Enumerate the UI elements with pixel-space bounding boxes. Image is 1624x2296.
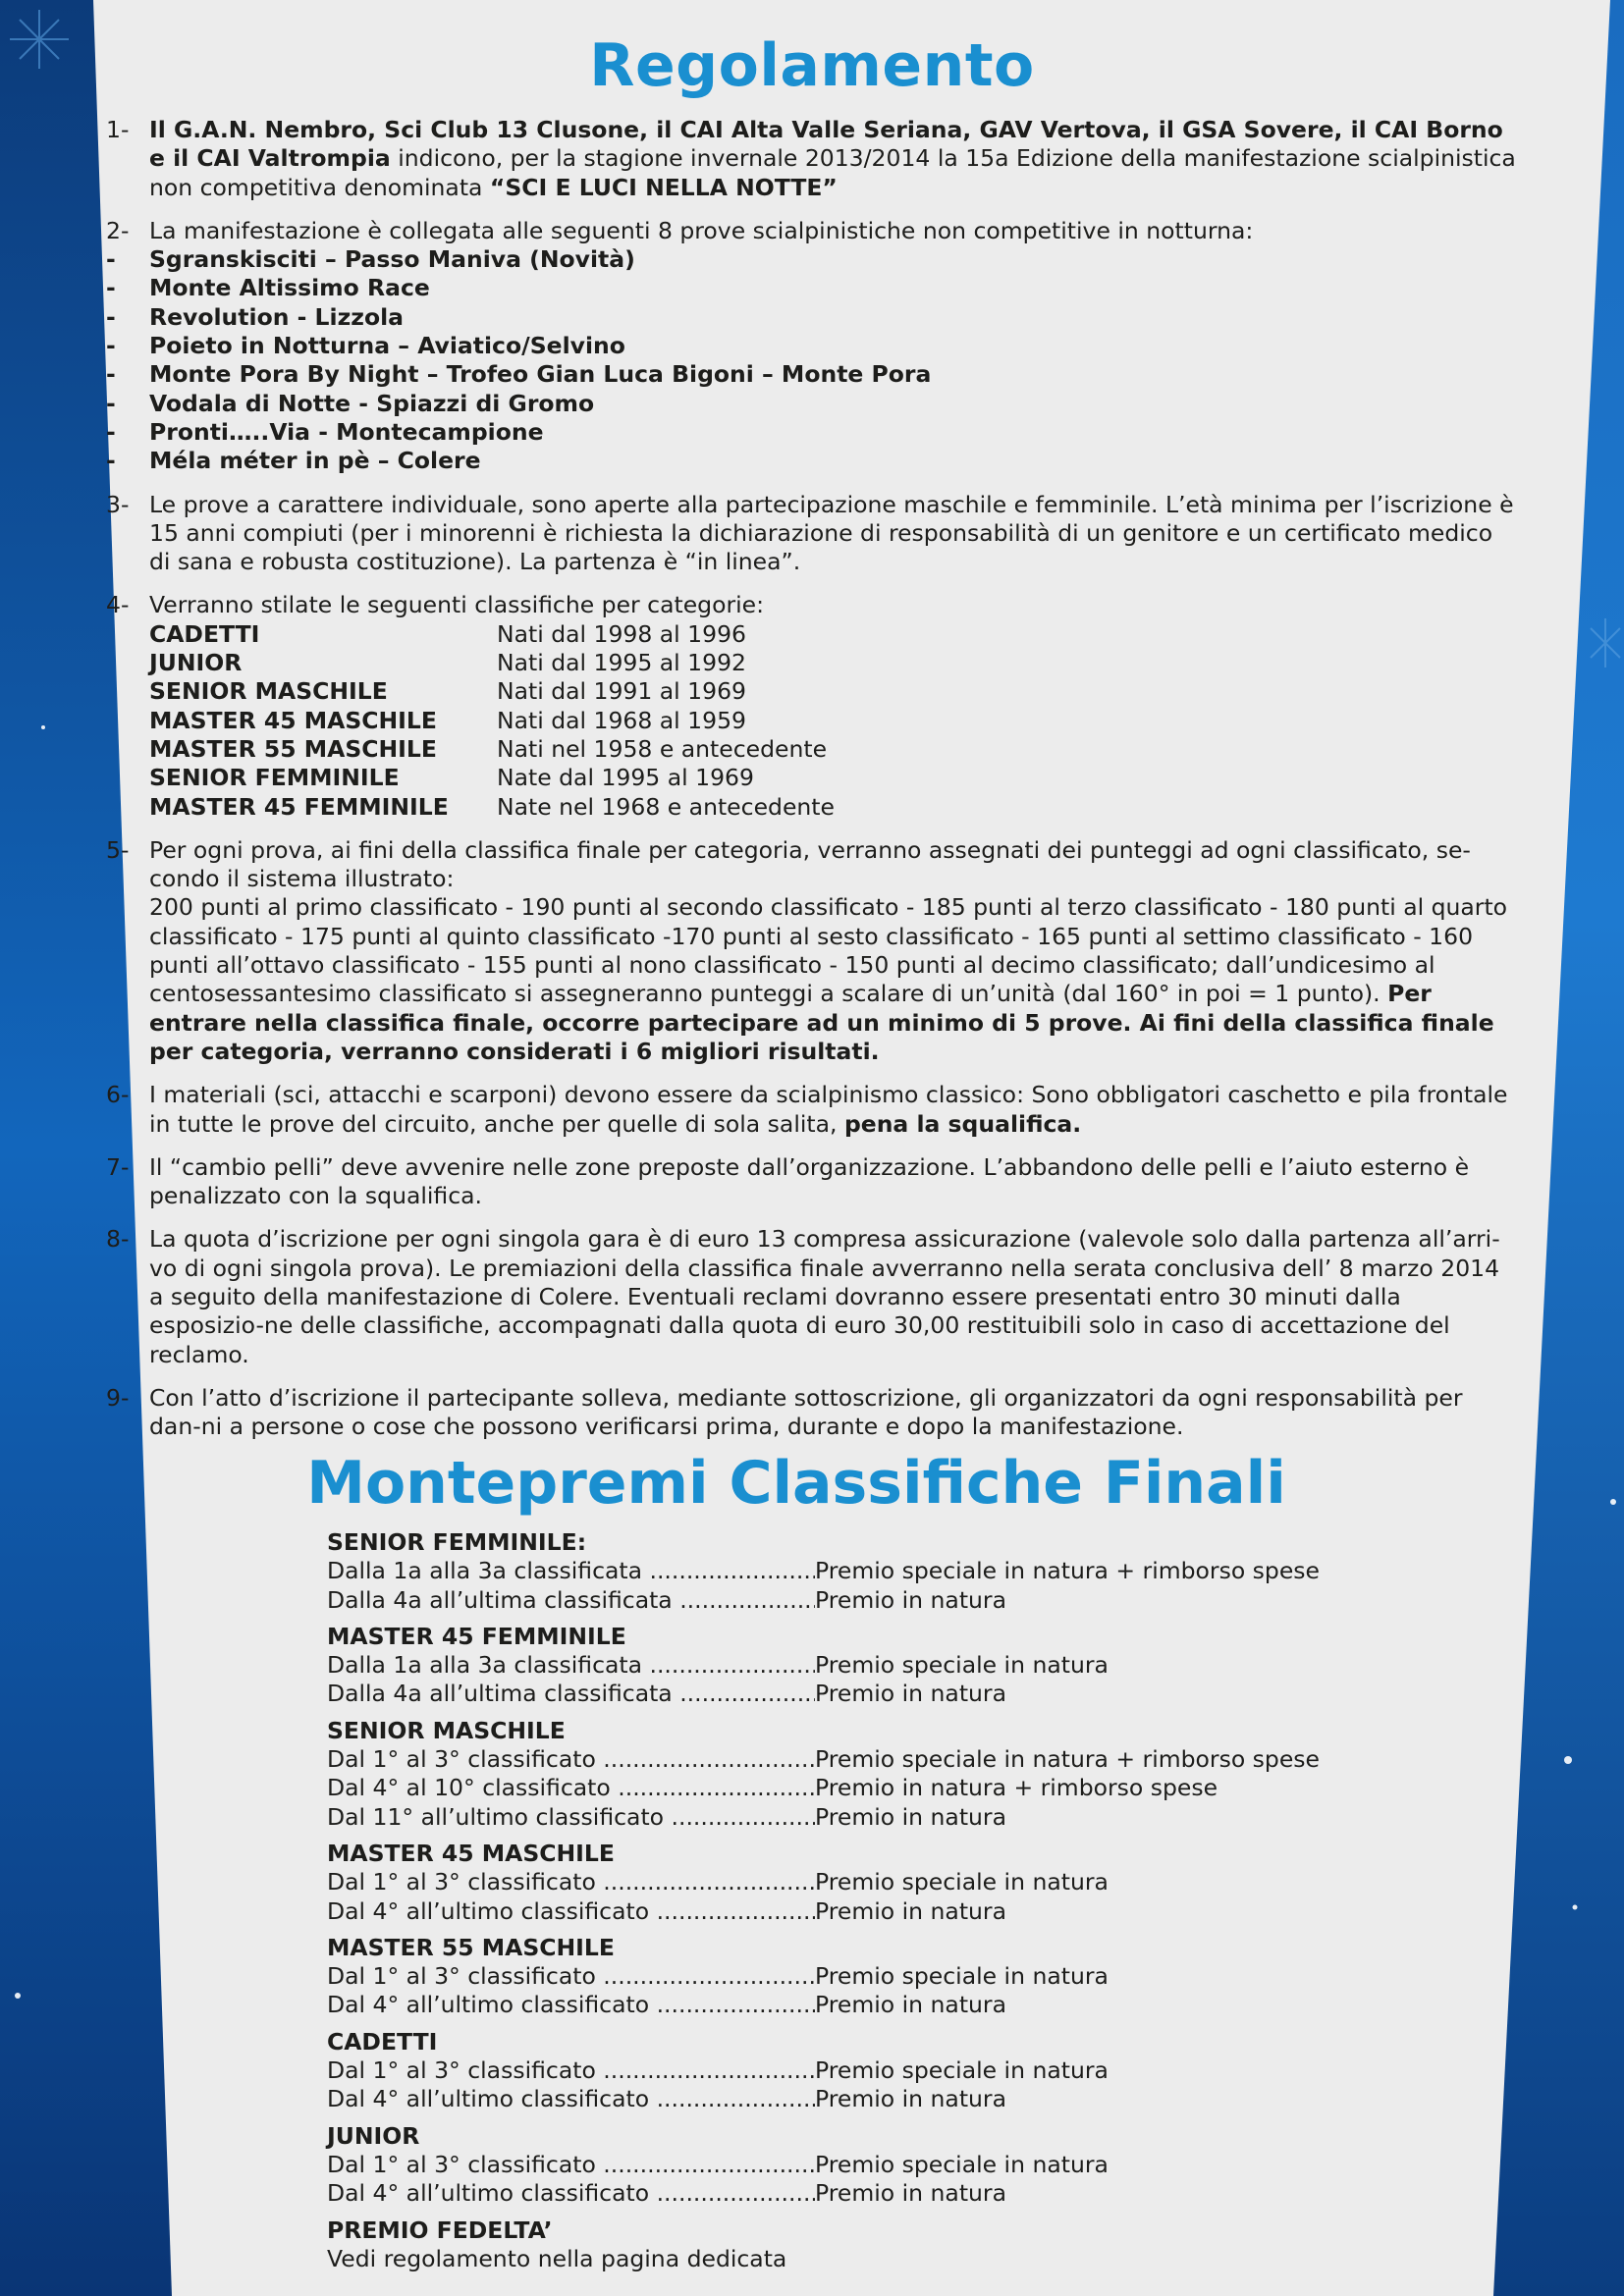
- rule-1: [106, 116, 1520, 202]
- category-years: Nati nel 1958 e antecedente: [497, 734, 828, 763]
- prize-value: Premio speciale in natura + rimborso spese: [815, 1557, 1320, 1585]
- fedelta-heading: PREMIO FEDELTA’: [327, 2216, 553, 2244]
- prize-row: [327, 1868, 1358, 1896]
- prize-group-heading: JUNIOR: [327, 2121, 420, 2150]
- rule-1-organizers: Il G.A.N. Nembro, Sci Club 13 Clusone, il CAI Alta Valle Seriana, GAV Vertova, il GSA Sovere, il CAI Borno e il CAI Valtrompia: [149, 116, 1503, 173]
- fedelta-section: [327, 2216, 1358, 2274]
- rule-number: 5-: [106, 835, 130, 864]
- rule-number: 8-: [106, 1225, 130, 1254]
- prize-group: [327, 1623, 1358, 1709]
- rule-5-bold: Per entrare nella classifica finale, occorre partecipare ad un minimo di 5 prove. Ai fini della classifica finale per categoria, verranno considerati i 6 migliori risultati.: [149, 980, 1494, 1065]
- prize-row: [327, 1586, 1358, 1615]
- rule-4-text: Verranno stilate le seguenti classifiche per categorie:: [149, 591, 765, 619]
- prize-rank: Dalla 1a alla 3a classificata .....: [327, 1651, 815, 1680]
- category-name: SENIOR FEMMINILE: [149, 764, 400, 792]
- category-years: Nati dal 1995 al 1992: [497, 649, 746, 677]
- prize-row: [327, 1774, 1358, 1802]
- rule-6-bold: pena la squalifica.: [843, 1109, 1082, 1138]
- rule-5-text-a: Per ogni prova, ai fini della classifica finale per categoria, verranno assegnati dei punteggi ad ogni classificato, se-condo il sistema illustrato:: [149, 835, 1471, 893]
- category-name: SENIOR MASCHILE: [149, 677, 388, 706]
- rule-2: [106, 217, 1520, 245]
- prize-group-heading: MASTER 55 MASCHILE: [327, 1933, 615, 1961]
- rule-6-text: I materiali (sci, attacchi e scarponi) devono essere da scialpinismo classico: Sono obbligatori caschetto e pila frontale in tutte le prove del circuito, anche per quelle di sola salita,: [149, 1081, 1508, 1138]
- prize-rank: Dal 4° all’ultimo classificato .....: [327, 2179, 815, 2208]
- prize-row: [327, 1651, 1358, 1680]
- rule-number: 7-: [106, 1152, 130, 1181]
- rule-1-text: indicono, per la stagione invernale 2013/2014 la 15a Edizione della manifestazione scialpinistica non competitiva denominata: [149, 144, 1516, 201]
- rule-5-text-b: 200 punti al primo classificato - 190 punti al secondo classificato - 185 punti al terzo classificato - 180 punti al quarto classificato - 175 punti al quinto classificato -170 punti al sesto classificato - 165 punti al settimo classificato - 160 punti all’ottavo classificato - 155 punti al nono classificato - 150 punti al decimo classificato; dall’undicesimo al centosessantesimo classificato si assegneranno punteggi a scalare di un’unità (dal 160° in poi = 1 punto).: [149, 893, 1508, 1008]
- prize-value: Premio speciale in natura: [815, 2150, 1109, 2178]
- category-name: JUNIOR: [149, 649, 243, 677]
- category-name: CADETTI: [149, 619, 260, 648]
- rule-3-text: Le prove a carattere individuale, sono aperte alla partecipazione maschile e femminile. L’età minima per l’iscrizione è 15 anni compiuti (per i minorenni è richiesta la dichiarazione di responsabilità di un genitore e un certificato medico di sana e robusta costituzione). La partenza è “in linea”.: [149, 490, 1514, 576]
- prize-rank: Dalla 1a alla 3a classificata .....: [327, 1557, 815, 1585]
- prize-row: [327, 2179, 1358, 2208]
- race-item: - Pronti…..Via - Montecampione: [106, 418, 1520, 447]
- rule-2-text: La manifestazione è collegata alle seguenti 8 prove scialpinistiche non competitive in notturna:: [149, 216, 1254, 244]
- prize-value: Premio in natura: [815, 1680, 1006, 1708]
- prize-row: [327, 2085, 1358, 2113]
- prize-row: [327, 2056, 1358, 2085]
- category-name: MASTER 45 FEMMINILE: [149, 792, 449, 821]
- prize-value: Premio in natura: [815, 1991, 1006, 2019]
- rules-list: [106, 116, 1520, 1456]
- race-list: [106, 245, 1520, 475]
- race-item: - Méla méter in pè – Colere: [106, 447, 1520, 475]
- rule-number: 1-: [106, 116, 130, 143]
- prize-rank: Dal 1° al 3° classificato .....: [327, 1962, 815, 1991]
- rule-6: [106, 1081, 1520, 1139]
- rule-8: [106, 1225, 1520, 1368]
- prize-group: [327, 1528, 1358, 1615]
- race-item: - Monte Pora By Night – Trofeo Gian Luca Bigoni – Monte Pora: [106, 360, 1520, 389]
- category-table: [149, 620, 1520, 822]
- rule-number: 4-: [106, 591, 130, 619]
- prize-rank: Dal 1° al 3° classificato .....: [327, 1868, 815, 1896]
- prize-rank: Dal 1° al 3° classificato .....: [327, 1745, 815, 1774]
- category-years: Nati dal 1991 al 1969: [497, 677, 746, 706]
- prize-group: [327, 1934, 1358, 2020]
- race-item: - Sgranskisciti – Passo Maniva (Novità): [106, 245, 1520, 274]
- category-row: [149, 707, 1520, 735]
- prize-value: Premio in natura: [815, 1802, 1006, 1831]
- category-row: [149, 764, 1520, 792]
- prize-row: [327, 1897, 1358, 1926]
- page-title: Regolamento: [589, 31, 1035, 100]
- prizes-list: [327, 1528, 1358, 2281]
- category-years: Nate nel 1968 e antecedente: [497, 792, 835, 821]
- prize-group: [327, 1840, 1358, 1926]
- prize-group-heading: MASTER 45 MASCHILE: [327, 1839, 615, 1867]
- prize-group: [327, 2028, 1358, 2114]
- prize-rank: Dal 1° al 3° classificato .....: [327, 2056, 815, 2085]
- prize-value: Premio in natura: [815, 1896, 1006, 1925]
- prize-value: Premio in natura + rimborso spese: [815, 1774, 1218, 1802]
- category-years: Nate dal 1995 al 1969: [497, 764, 754, 792]
- rule-number: 9-: [106, 1383, 130, 1412]
- prize-rank: Dal 1° al 3° classificato .....: [327, 2151, 815, 2179]
- prize-group-heading: SENIOR FEMMINILE:: [327, 1528, 587, 1556]
- rule-7-text: Il “cambio pelli” deve avvenire nelle zone preposte dall’organizzazione. L’abbandono delle pelli e l’aiuto esterno è penalizzato con la squalifica.: [149, 1152, 1470, 1210]
- fedelta-text: Vedi regolamento nella pagina dedicata: [327, 2244, 787, 2272]
- prize-rank: Dal 4° all’ultimo classificato .....: [327, 1897, 815, 1926]
- prize-rank: Dalla 4a all’ultima classificata .....: [327, 1586, 815, 1615]
- prize-rank: Dal 11° all’ultimo classificato .....: [327, 1803, 815, 1832]
- category-name: MASTER 45 MASCHILE: [149, 706, 437, 734]
- prize-rank: Dal 4° all’ultimo classificato .....: [327, 1991, 815, 2019]
- category-years: Nati dal 1998 al 1996: [497, 619, 746, 648]
- prize-group: [327, 1717, 1358, 1832]
- race-item: - Poieto in Notturna – Aviatico/Selvino: [106, 332, 1520, 360]
- category-name: MASTER 55 MASCHILE: [149, 734, 437, 763]
- prize-value: Premio speciale in natura: [815, 1651, 1109, 1680]
- rule-7: [106, 1153, 1520, 1211]
- rule-3: [106, 491, 1520, 577]
- prize-row: [327, 1745, 1358, 1774]
- prize-row: [327, 1803, 1358, 1832]
- prize-value: Premio speciale in natura: [815, 2056, 1109, 2085]
- prize-value: Premio speciale in natura + rimborso spese: [815, 1745, 1320, 1774]
- prizes-title: Montepremi Classifiche Finali: [306, 1449, 1286, 1518]
- prize-row: [327, 1962, 1358, 1991]
- prize-row: [327, 1680, 1358, 1708]
- prize-rank: Dal 4° all’ultimo classificato .....: [327, 2085, 815, 2113]
- rule-5: [106, 836, 1520, 1066]
- category-years: Nati dal 1968 al 1959: [497, 706, 746, 734]
- prize-group-heading: CADETTI: [327, 2027, 438, 2056]
- prize-value: Premio speciale in natura: [815, 1962, 1109, 1991]
- rule-9-text: Con l’atto d’iscrizione il partecipante solleva, mediante sottoscrizione, gli organizzatori da ogni responsabilità per dan-ni a persone o cose che possono verificarsi prima, durante e dopo la manifestazione.: [149, 1383, 1463, 1441]
- rule-number: 3-: [106, 490, 130, 518]
- rule-number: 6-: [106, 1081, 130, 1109]
- rule-number: 2-: [106, 216, 130, 244]
- prize-group-heading: SENIOR MASCHILE: [327, 1716, 566, 1744]
- rule-9: [106, 1384, 1520, 1442]
- prize-value: Premio speciale in natura: [815, 1868, 1109, 1896]
- race-item: - Monte Altissimo Race: [106, 274, 1520, 302]
- rule-8-text: La quota d’iscrizione per ogni singola gara è di euro 13 compresa assicurazione (valevole solo dalla partenza all’arri-vo di ogni singola prova). Le premiazioni della classifica finale avverranno nella serata conclusiva dell’ 8 marzo 2014 a seguito della manifestazione di Colere. Eventuali reclami dovranno essere presentati entro 30 minuti dalla esposizio-ne delle classifiche, accompagnati dalla quota di euro 30,00 restituibili solo in caso di accettazione del reclamo.: [149, 1225, 1500, 1368]
- prize-row: [327, 1991, 1358, 2019]
- category-row: [149, 735, 1520, 764]
- rule-4: [106, 591, 1520, 821]
- prize-rank: Dalla 4a all’ultima classificata .....: [327, 1680, 815, 1708]
- prize-value: Premio in natura: [815, 2179, 1006, 2208]
- prize-value: Premio in natura: [815, 1585, 1006, 1614]
- prize-group: [327, 2122, 1358, 2209]
- prize-row: [327, 2151, 1358, 2179]
- prize-value: Premio in natura: [815, 2085, 1006, 2113]
- category-row: [149, 620, 1520, 649]
- category-row: [149, 677, 1520, 706]
- prize-group-heading: MASTER 45 FEMMINILE: [327, 1622, 626, 1650]
- race-item: - Revolution - Lizzola: [106, 303, 1520, 332]
- prize-row: [327, 1557, 1358, 1585]
- category-row: [149, 649, 1520, 677]
- category-row: [149, 793, 1520, 822]
- race-item: - Vodala di Notte - Spiazzi di Gromo: [106, 390, 1520, 418]
- rule-1-event-name: “SCI E LUCI NELLA NOTTE”: [489, 173, 838, 201]
- prize-rank: Dal 4° al 10° classificato .....: [327, 1774, 815, 1802]
